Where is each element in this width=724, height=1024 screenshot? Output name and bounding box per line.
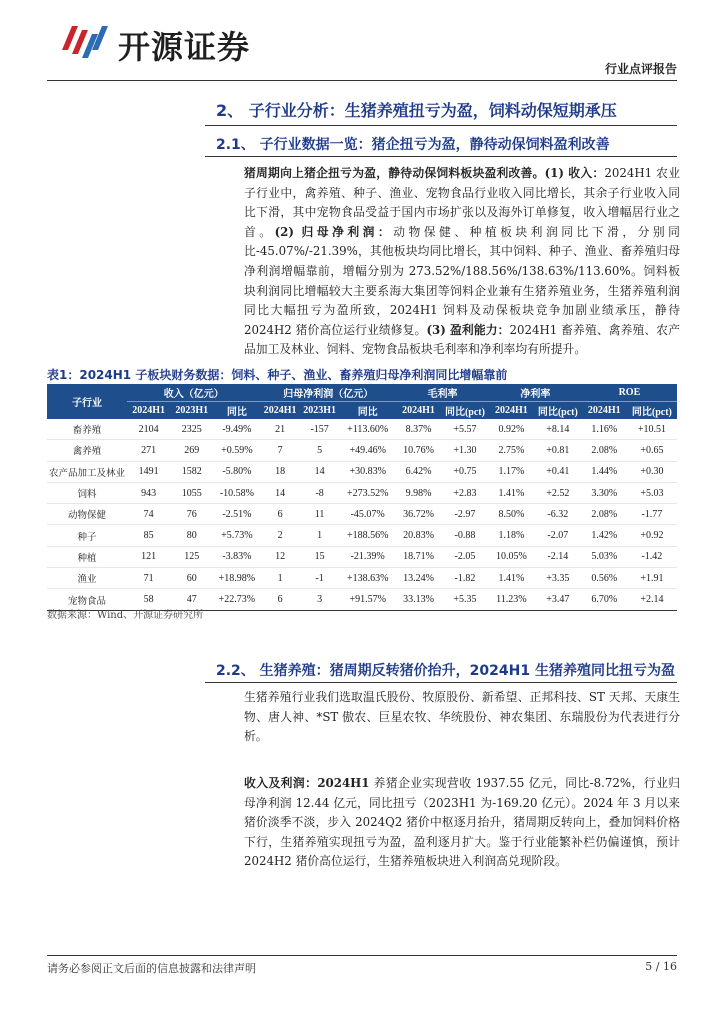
- section-2-title: 2、 子行业分析：生猪养殖扭亏为盈，饲料动保短期承压: [216, 101, 617, 120]
- table-cell: +91.57%: [349, 594, 386, 606]
- table-cell: 20.83%: [403, 530, 434, 542]
- table-cell: 8.50%: [498, 508, 525, 520]
- table-cell: 1491: [138, 466, 159, 478]
- table-body: [47, 419, 677, 610]
- table-cell: 2325: [181, 423, 202, 435]
- subheader: 2024H1: [127, 402, 170, 420]
- table-cell: 2.08%: [591, 444, 618, 456]
- table-row: [47, 440, 677, 461]
- table-cell: 2104: [138, 423, 159, 435]
- table-cell: 18: [275, 466, 286, 478]
- subheader: 同比(pct): [441, 402, 489, 420]
- table-cell-subindustry: 农产品加工及林业: [49, 468, 126, 479]
- para-2-text: 养猪企业实现营收 1937.55 亿元，同比-8.72%，行业归母净利润 12.44 亿元，同比扭亏（2023H1 为-169.20 亿元）。2024 年 3 月以来猪价淡季不淡，步入 2024Q2 猪价中枢逐月抬升，猪周期反转向上，叠加饲料价格下行，生猪养殖实现扭亏为盈，盈利逐月扩大。鉴于行业能繁补栏仍偏谨慎，预计 2024H2 猪价高位运行，生猪养殖板块进入利润高兑现阶段。: [244, 776, 680, 869]
- section-2-1-divider: [205, 156, 677, 157]
- table-cell-subindustry: 种子: [77, 532, 97, 543]
- table-cell: 0.56%: [591, 572, 618, 584]
- table-cell-subindustry: 饲料: [77, 490, 97, 501]
- section-2-2-paragraph-2: [244, 774, 680, 872]
- table-cell: 2.08%: [591, 508, 618, 520]
- group-header-net-profit: 归母净利润（亿元）: [260, 384, 396, 402]
- table-cell: +18.98%: [218, 572, 256, 584]
- table-cell: +49.46%: [349, 444, 386, 456]
- section-2-1-paragraph: [244, 164, 680, 360]
- section-2-divider: [205, 125, 677, 126]
- table-cell: +0.92: [640, 530, 664, 542]
- section-2-1-title: 2.1、 子行业数据一览：猪企扭亏为盈，静待动保饲料盈利改善: [216, 137, 610, 153]
- table-cell: 36.72%: [403, 508, 434, 520]
- table-cell: 10.05%: [495, 551, 527, 563]
- table-cell: +5.35: [453, 594, 477, 606]
- group-header-roe: ROE: [582, 384, 677, 402]
- table-cell: +0.75: [453, 466, 477, 478]
- table-cell: -6.32: [547, 508, 569, 520]
- para-revenue-text: 2024H1 农业子行业中，禽养殖、种子、渔业、宠物食品行业收入同比增长，其余子行业收入同比下滑，其中宠物食品受益于国内市场扩张以及海外订单修复，收入增幅居行业之首。: [244, 166, 680, 239]
- table-cell: 3: [317, 594, 323, 606]
- table-cell: 1582: [181, 466, 202, 478]
- table-cell: 14: [314, 466, 325, 478]
- table-cell: 2: [277, 530, 283, 542]
- table-cell: 6: [277, 508, 283, 520]
- table-cell: 121: [141, 551, 157, 563]
- table-cell: -9.49%: [222, 423, 252, 435]
- table-cell: +8.14: [546, 423, 570, 435]
- table-cell-subindustry: 畜养殖: [72, 426, 102, 437]
- table-cell: 1055: [181, 487, 202, 499]
- para-2-lead: 收入及利润：2024H1: [244, 776, 370, 790]
- table-cell: 2.75%: [498, 444, 525, 456]
- table-cell: 943: [141, 487, 157, 499]
- table-cell: +188.56%: [346, 530, 389, 542]
- table-cell: -21.39%: [350, 551, 385, 563]
- table-cell: 13.24%: [403, 572, 434, 584]
- group-header-gross-margin: 毛利率: [396, 384, 489, 402]
- subheader: 2024H1: [260, 402, 299, 420]
- table-cell: 7: [277, 444, 283, 456]
- table-cell: +0.59%: [221, 444, 253, 456]
- table-cell: 85: [143, 530, 154, 542]
- report-type: 行业点评报告: [604, 62, 677, 76]
- table-cell: 60: [186, 572, 197, 584]
- table-cell: +5.57: [453, 423, 477, 435]
- table-cell: +273.52%: [346, 487, 389, 499]
- table-cell: +138.63%: [346, 572, 389, 584]
- table-cell: 47: [186, 594, 197, 606]
- table-cell: 8.37%: [405, 423, 432, 435]
- table-cell: +5.73%: [221, 530, 253, 542]
- subheader: 同比: [213, 402, 260, 420]
- table-cell: 269: [184, 444, 200, 456]
- group-header-net-margin: 净利率: [489, 384, 582, 402]
- para-label-margin: (3) 盈利能力：: [426, 322, 510, 337]
- table-cell: +1.30: [453, 444, 477, 456]
- para-margin-text: 2024H1 畜养殖、禽养殖、农产品加工及林业、饲料、宠物食品板块毛利率和净利率均有所提升。: [244, 322, 680, 357]
- table-row: [47, 504, 677, 525]
- table-cell: 12: [275, 551, 286, 563]
- subheader: 同比(pct): [534, 402, 582, 420]
- footer-divider: [47, 955, 677, 956]
- table-cell: -45.07%: [350, 508, 385, 520]
- subheader: 2024H1: [489, 402, 534, 420]
- table-cell: 58: [143, 594, 154, 606]
- para-label-profit: (2) 归母净利润：: [274, 224, 394, 239]
- financial-table: [47, 384, 677, 611]
- subheader: 2024H1: [396, 402, 441, 420]
- table-cell: -2.07: [547, 530, 569, 542]
- header-divider: [47, 80, 677, 81]
- table-cell-subindustry: 动物保健: [68, 511, 107, 522]
- table-cell-subindustry: 宠物食品: [68, 596, 107, 607]
- table-cell: -3.83%: [222, 551, 252, 563]
- footer-disclaimer: 请务必参阅正文后面的信息披露和法律声明: [47, 962, 256, 975]
- table-cell: 33.13%: [403, 594, 434, 606]
- table-cell: 71: [143, 572, 154, 584]
- table-cell: +2.52: [546, 487, 570, 499]
- table-cell: +2.83: [453, 487, 477, 499]
- table-cell: 1: [317, 530, 323, 542]
- section-2-2-title: 2.2、 生猪养殖：猪周期反转猪价抬升，2024H1 生猪养殖同比扭亏为盈: [216, 663, 675, 679]
- table-cell: 1.41%: [498, 487, 525, 499]
- subheader: 2023H1: [170, 402, 213, 420]
- table-cell: 3.30%: [591, 487, 618, 499]
- table-cell: 1.18%: [498, 530, 525, 542]
- col-header-subindustry: 子行业: [47, 384, 127, 419]
- page-number: 5 / 16: [645, 960, 677, 973]
- table-cell: -1.77: [641, 508, 663, 520]
- table-cell: 0.92%: [498, 423, 525, 435]
- table-row: [47, 525, 677, 546]
- subheader: 2023H1: [300, 402, 339, 420]
- table-row: [47, 461, 677, 482]
- table-cell: 1.44%: [591, 466, 618, 478]
- table-cell: +5.03: [640, 487, 664, 499]
- section-2-2-divider: [205, 682, 677, 683]
- table-cell: -1.42: [641, 551, 663, 563]
- table-cell: 18.71%: [403, 551, 434, 563]
- table-cell: 5.03%: [591, 551, 618, 563]
- table-cell: +113.60%: [347, 423, 389, 435]
- subheader: 2024H1: [582, 402, 627, 420]
- table-cell: +3.47: [546, 594, 570, 606]
- table-cell-subindustry: 渔业: [77, 575, 97, 586]
- table-cell: 11: [314, 508, 325, 520]
- subheader: 同比(pct): [627, 402, 677, 420]
- table-cell: -10.58%: [219, 487, 254, 499]
- table-cell: 6: [277, 594, 283, 606]
- table-cell: +0.30: [640, 466, 664, 478]
- para-profit-text: 动物保健、种植板块利润同比下滑，分别同比-45.07%/-21.39%，其他板块均同比增长，其中饲料、种子、渔业、畜养殖归母净利润增幅靠前，增幅分别为 273.52%/188.56%/138.63%/113.60%。饲料板块利润同比增幅较大主要系海大集团等饲料企业兼有生猪养殖业务，生猪养殖利润同比大幅扭亏为盈所致，2024H1 饲料及动保板块竞争加剧业绩承压，静待 2024H2 猪价高位运行业绩修复。: [244, 224, 680, 337]
- table-cell: 14: [275, 487, 286, 499]
- table-cell: 6.42%: [405, 466, 432, 478]
- table-cell: 76: [186, 508, 197, 520]
- subheader: 同比: [339, 402, 396, 420]
- brand-name: 开源证券: [118, 28, 251, 66]
- table-cell: -1.82: [454, 572, 476, 584]
- table-cell: 271: [141, 444, 157, 456]
- table-cell-subindustry: 禽养殖: [72, 447, 102, 458]
- table-cell: 9.98%: [405, 487, 432, 499]
- table-cell: 6.70%: [591, 594, 618, 606]
- para-label-revenue: (1) 收入：: [544, 166, 605, 180]
- group-header-revenue: 收入（亿元）: [127, 384, 260, 402]
- table-cell: -2.14: [547, 551, 569, 563]
- table-row: [47, 568, 677, 589]
- table-cell: -1: [315, 572, 324, 584]
- table-cell: 21: [275, 423, 286, 435]
- table-row: [47, 546, 677, 567]
- table-cell: 80: [186, 530, 197, 542]
- table-cell: +30.83%: [349, 466, 386, 478]
- table-cell: +3.35: [546, 572, 570, 584]
- table-cell: 1.41%: [498, 572, 525, 584]
- table-cell: +0.81: [546, 444, 570, 456]
- table-cell: 74: [143, 508, 154, 520]
- table-row: [47, 482, 677, 503]
- table-title: 表1：2024H1 子板块财务数据：饲料、种子、渔业、畜养殖归母净利润同比增幅靠前: [47, 368, 508, 382]
- section-2-2-paragraph-1: 生猪养殖行业我们选取温氏股份、牧原股份、新希望、正邦科技、ST 天邦、天康生物、唐人神、*ST 傲农、巨星农牧、华统股份、神农集团、东瑞股份为代表进行分析。: [244, 690, 680, 744]
- table-cell: 1.17%: [498, 466, 525, 478]
- table-cell-subindustry: 种植: [77, 553, 97, 564]
- table-cell: +1.91: [640, 572, 664, 584]
- table-cell: 1.16%: [591, 423, 618, 435]
- table-cell: +0.41: [546, 466, 570, 478]
- table-cell: -5.80%: [222, 466, 252, 478]
- table-cell: 5: [317, 444, 323, 456]
- para-lead: 猪周期向上猪企扭亏为盈，静待动保饲料板块盈利改善。: [244, 166, 545, 180]
- table-cell: 125: [184, 551, 200, 563]
- table-cell: -0.88: [454, 530, 476, 542]
- table-cell: -2.51%: [222, 508, 252, 520]
- table-cell: +0.65: [640, 444, 664, 456]
- table-row: [47, 419, 677, 440]
- table-cell: +22.73%: [218, 594, 256, 606]
- table-cell: +10.51: [637, 423, 666, 435]
- table-cell: 1: [277, 572, 283, 584]
- table-cell: -2.97: [454, 508, 476, 520]
- table-cell: 11.23%: [496, 594, 527, 606]
- table-cell: -157: [310, 423, 329, 435]
- table-cell: 10.76%: [403, 444, 434, 456]
- table-cell: 15: [314, 551, 325, 563]
- table-cell: -8: [315, 487, 324, 499]
- table-cell: +2.14: [640, 594, 664, 606]
- table-cell: 1.42%: [591, 530, 618, 542]
- table-source: 数据来源：Wind、开源证券研究所: [47, 610, 204, 621]
- table-cell: -2.05: [454, 551, 476, 563]
